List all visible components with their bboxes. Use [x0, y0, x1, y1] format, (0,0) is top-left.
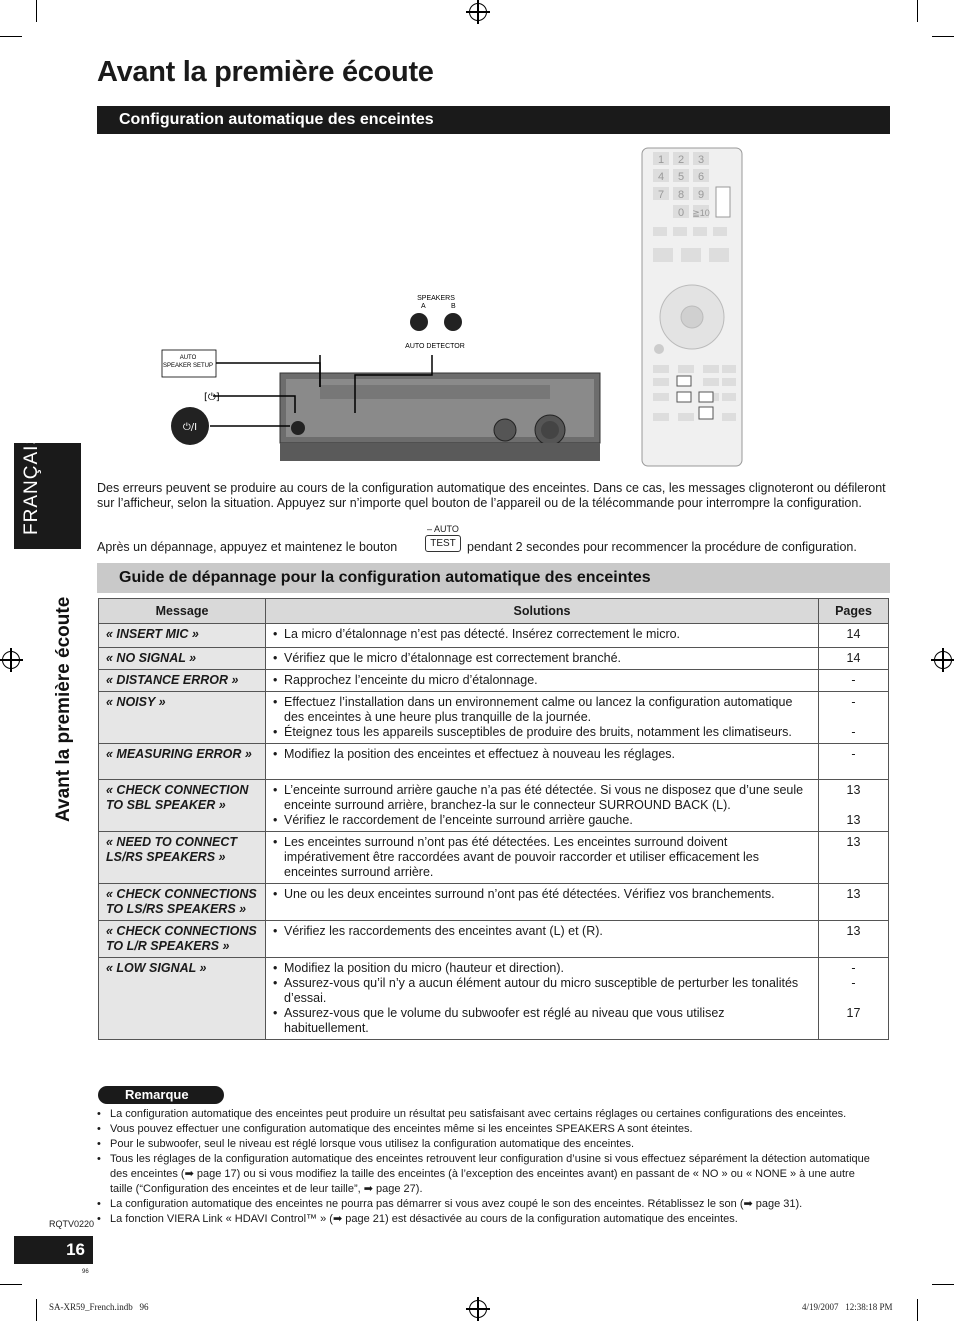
table-row [99, 648, 889, 670]
language-tab: FRANÇAIS [14, 443, 81, 549]
table-row [99, 884, 889, 921]
solution-item: • Rapprochez l’enceinte du micro d’étalonnage. [273, 673, 811, 688]
pages-cell: - - [819, 692, 889, 744]
message-cell: « NOISY » [99, 692, 266, 744]
remote-key: 2 [677, 154, 685, 166]
pages-cell: - [819, 744, 889, 780]
solutions-cell [266, 624, 819, 648]
troubleshooting-table [98, 598, 889, 1040]
pages-cell: 13 [819, 884, 889, 921]
table-row [99, 780, 889, 832]
remote-key: ≧10 [692, 208, 710, 218]
power-symbol-label: [⏻] [204, 392, 220, 403]
solutions-cell [266, 692, 819, 744]
solution-item: • Vérifiez que le micro d’étalonnage est correctement branché. [273, 651, 811, 666]
message-cell: « CHECK CONNECTION TO SBL SPEAKER » [99, 780, 266, 832]
solutions-cell [266, 832, 819, 884]
crop-mark [36, 1299, 37, 1321]
crop-mark [917, 0, 918, 22]
speakers-a-button [410, 313, 428, 331]
message-cell: « CHECK CONNECTIONS TO LS/RS SPEAKERS » [99, 884, 266, 921]
registration-mark-icon [2, 651, 20, 669]
column-header: Message [99, 599, 266, 624]
remote-key: 5 [677, 171, 685, 183]
note-item: • La configuration automatique des enceintes peut produire un résultat peu satisfaisant avec certains réglages ou certaines configurations des enceintes. [97, 1107, 877, 1122]
auto-test-button-icon: TEST [425, 535, 461, 552]
table-row [99, 624, 889, 648]
solution-item: • Vérifiez le raccordement de l’enceinte surround arrière gauche. [273, 813, 811, 828]
note-item: • La configuration automatique des enceintes ne pourra pas démarrer si vous avez coupé le son des enceintes. Rétablissez le son (➡ page 31). [97, 1197, 877, 1212]
crop-mark [932, 36, 954, 37]
message-cell: « DISTANCE ERROR » [99, 670, 266, 692]
power-button-label: ⏻/I [182, 422, 198, 433]
speakers-b-button [444, 313, 462, 331]
note-item: • Tous les réglages de la configuration automatique des enceintes retrouvent leur configuration d’usine si vous effectuez séparément la détection automatique des enceintes (➡ page 17) ou si vous modifiez la taille des enceintes (à l’exception des enceintes avant) en passant de « NO » ou « NONE » à une autre taille (“Configuration des enceintes et de leur taille”, ➡ page 27). [97, 1152, 877, 1197]
message-cell: « NO SIGNAL » [99, 648, 266, 670]
remote-key: 6 [697, 171, 705, 183]
crop-mark [932, 1284, 954, 1285]
solution-item: • Vérifiez les raccordements des enceintes avant (L) et (R). [273, 924, 811, 939]
message-cell: « INSERT MIC » [99, 624, 266, 648]
pages-cell: 13 13 [819, 780, 889, 832]
remote-key: 4 [657, 171, 665, 183]
message-cell: « LOW SIGNAL » [99, 958, 266, 1040]
footer-left: SA-XR59_French.indb 96 [49, 1302, 149, 1312]
solutions-cell [266, 958, 819, 1040]
pages-cell: 14 [819, 624, 889, 648]
auto-detector-label: AUTO DETECTOR [405, 343, 465, 350]
solution-item: • L’enceinte surround arrière gauche n’a pas été détectée. Si vous ne disposez que d’une seule enceinte surround arrière, branchez-la sur le connecteur SURROUND BACK (L). [273, 783, 811, 813]
remote-key: 3 [697, 154, 705, 166]
solution-item: • Assurez-vous qu’il n’y a aucun élément autour du micro susceptible de perturber les tonalités d’essai. [273, 976, 811, 1006]
crop-mark [0, 36, 22, 37]
solutions-cell [266, 670, 819, 692]
pages-cell: 13 [819, 832, 889, 884]
table-row [99, 832, 889, 884]
solution-item: • Effectuez l’installation dans un environnement calme ou lancez la configuration automatique des enceintes à une heure plus tranquille de la journée. [273, 695, 811, 725]
registration-mark-icon [469, 1300, 487, 1318]
table-row [99, 692, 889, 744]
message-cell: « CHECK CONNECTIONS TO L/R SPEAKERS » [99, 921, 266, 958]
note-item: • Vous pouvez effectuer une configuration automatique des enceintes même si les enceintes SPEAKERS A sont éteintes. [97, 1122, 877, 1137]
note-item: • La fonction VIERA Link « HDAVI Control™ » (➡ page 21) est désactivée au cours de la configuration automatique des enceintes. [97, 1212, 877, 1227]
message-cell: « MEASURING ERROR » [99, 744, 266, 780]
solution-item: • Modifiez la position du micro (hauteur et direction). [273, 961, 811, 976]
pages-cell: - - 17 [819, 958, 889, 1040]
intro-paragraph: Des erreurs peuvent se produire au cours de la configuration automatique des enceintes. Dans ce cas, les messages clignoteront ou défileront sur l’afficheur, selon la situation. Appuyez sur n’importe quel bouton de l’appareil ou de la télécommande pour interrompre la configuration. [97, 481, 886, 510]
guide-heading: Guide de dépannage pour la configuration automatique des enceintes [97, 563, 890, 593]
page-number: 16 [14, 1236, 93, 1264]
after-troubleshoot-paragraph [97, 525, 897, 560]
speakers-label: SPEAKERS [417, 295, 455, 302]
note-item: • Pour le subwoofer, seul le niveau est réglé lorsque vous utilisez la configuration automatique des enceintes. [97, 1137, 877, 1152]
setup-diagram [150, 145, 750, 470]
table-row [99, 921, 889, 958]
section-heading: Configuration automatique des enceintes [97, 106, 890, 134]
notes-list [97, 1107, 877, 1227]
solutions-cell [266, 884, 819, 921]
table-row [99, 958, 889, 1040]
after-text-1: Après un dépannage, appuyez et maintenez le bouton [97, 540, 398, 554]
crop-mark [36, 0, 37, 22]
footer-right: 4/19/2007 12:38:18 PM [802, 1302, 893, 1312]
solution-item: • Modifiez la position des enceintes et effectuez à nouveau les réglages. [273, 747, 811, 762]
table-row [99, 670, 889, 692]
remote-key: 0 [677, 207, 685, 219]
side-title: Avant la première écoute [53, 596, 74, 822]
table-header-row [99, 599, 889, 624]
remote-key: 1 [657, 154, 665, 166]
table-row [99, 744, 889, 780]
remote-key: 7 [657, 189, 665, 201]
message-cell: « NEED TO CONNECT LS/RS SPEAKERS » [99, 832, 266, 884]
registration-mark-icon [934, 651, 952, 669]
auto-test-button-top: – AUTO [427, 524, 459, 534]
column-header: Pages [819, 599, 889, 624]
crop-mark [917, 1299, 918, 1321]
remote-key: 9 [697, 189, 705, 201]
small-page-code: 96 [82, 1269, 89, 1275]
speaker-setup-label: SPEAKER SETUP [162, 363, 214, 369]
pages-cell: - [819, 670, 889, 692]
solution-item: • La micro d’étalonnage n’est pas détecté. Insérez correctement le micro. [273, 627, 811, 642]
solution-item: • Assurez-vous que le volume du subwoofer est réglé au niveau que vous utilisez habituellement. [273, 1006, 811, 1036]
remote-key: 8 [677, 189, 685, 201]
solutions-cell [266, 921, 819, 958]
crop-mark [0, 1284, 22, 1285]
document-code: RQTV0220 [49, 1219, 95, 1229]
pages-cell: 14 [819, 648, 889, 670]
remarque-label: Remarque [98, 1086, 224, 1104]
pages-cell: 13 [819, 921, 889, 958]
auto-label: AUTO [179, 355, 197, 361]
solutions-cell [266, 744, 819, 780]
solutions-cell [266, 648, 819, 670]
column-header: Solutions [266, 599, 819, 624]
page-title: Avant la première écoute [97, 56, 434, 88]
registration-mark-icon [469, 3, 487, 21]
speaker-b-label: B [451, 303, 456, 310]
after-text-2: pendant 2 secondes pour recommencer la procédure de configuration. [467, 540, 857, 554]
solution-item: • Une ou les deux enceintes surround n’ont pas été détectées. Vérifiez vos branchements. [273, 887, 811, 902]
solution-item: • Éteignez tous les appareils susceptibles de produire des bruits, notamment les climatiseurs. [273, 725, 811, 740]
solutions-cell [266, 780, 819, 832]
speaker-a-label: A [421, 303, 426, 310]
solution-item: • Les enceintes surround n’ont pas été détectées. Les enceintes surround doivent impérativement être raccordées avant de pouvoir raccorder et utiliser efficacement les enceintes surround arrière. [273, 835, 811, 880]
